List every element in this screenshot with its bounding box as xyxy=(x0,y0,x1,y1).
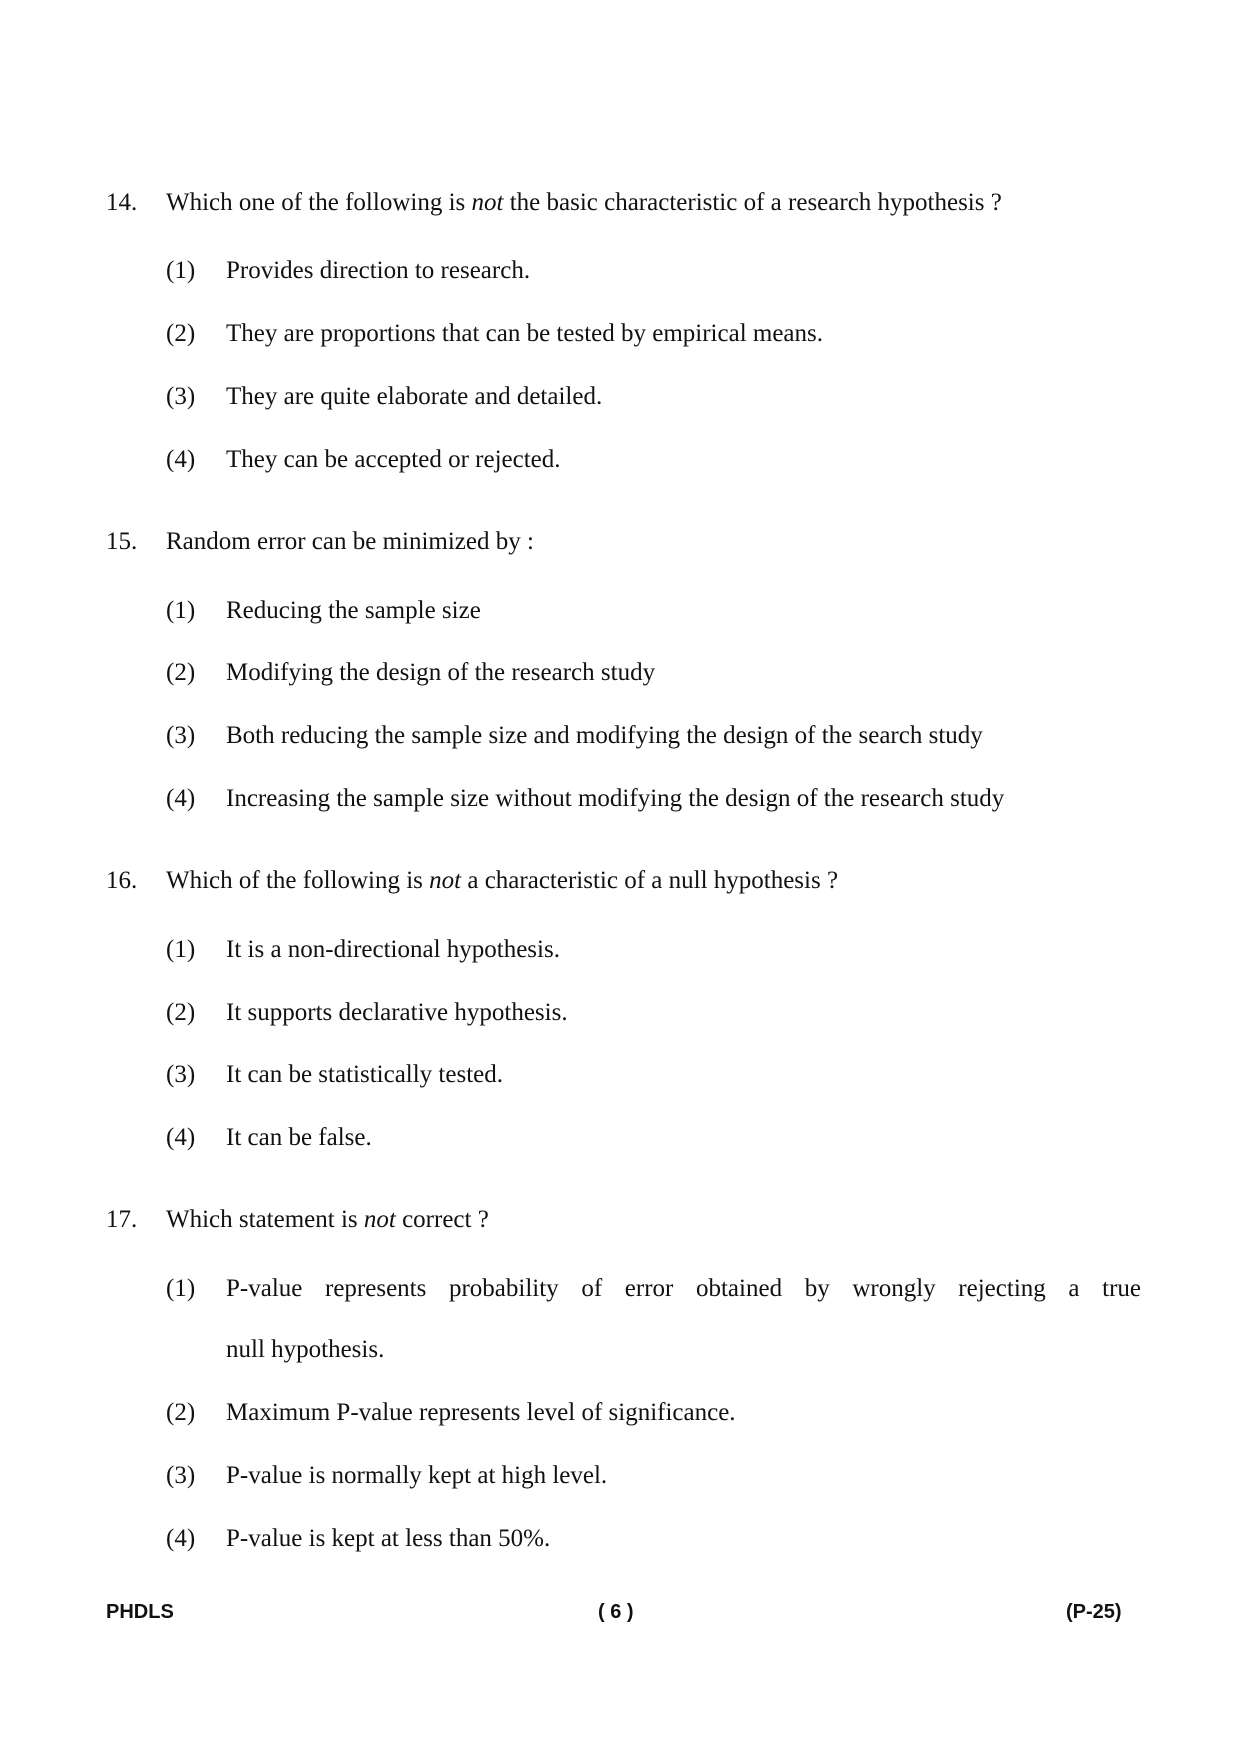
option-text: Reducing the sample size xyxy=(226,597,481,624)
option-text: It supports declarative hypothesis. xyxy=(226,999,568,1026)
option-text: It can be statistically tested. xyxy=(226,1061,503,1088)
option-number: (4) xyxy=(166,785,196,812)
option-text: P-value represents probability of error obtained by wrongly rejecting a true xyxy=(226,1275,1141,1302)
question-text: Random error can be minimized by : xyxy=(166,528,534,555)
option-number: (3) xyxy=(166,1061,196,1088)
option-number: (3) xyxy=(166,383,196,410)
option-text: They can be accepted or rejected. xyxy=(226,446,561,473)
option-number: (1) xyxy=(166,1275,196,1302)
option-text: P-value is normally kept at high level. xyxy=(226,1462,608,1489)
option-text: It can be false. xyxy=(226,1124,372,1151)
option-number: (2) xyxy=(166,1399,196,1426)
option-number: (1) xyxy=(166,257,196,284)
question-text: Which statement is not correct ? xyxy=(166,1206,489,1233)
option-number: (3) xyxy=(166,722,196,749)
question-number: 15. xyxy=(106,528,138,555)
option-text: Increasing the sample size without modifying the design of the research study xyxy=(226,785,1005,812)
option-number: (4) xyxy=(166,1525,196,1552)
question-number: 17. xyxy=(106,1206,138,1233)
option-text: P-value is kept at less than 50%. xyxy=(226,1525,551,1552)
footer-paper-code: (P-25) xyxy=(1066,1601,1122,1623)
option-text: Maximum P-value represents level of significance. xyxy=(226,1399,736,1426)
question-text: Which of the following is not a characteristic of a null hypothesis ? xyxy=(166,867,839,894)
option-text: It is a non-directional hypothesis. xyxy=(226,936,560,963)
option-text: They are proportions that can be tested by empirical means. xyxy=(226,320,824,347)
option-text: They are quite elaborate and detailed. xyxy=(226,383,603,410)
question-number: 16. xyxy=(106,867,138,894)
option-number: (1) xyxy=(166,936,196,963)
option-text: Modifying the design of the research study xyxy=(226,659,656,686)
option-number: (3) xyxy=(166,1462,196,1489)
option-number: (2) xyxy=(166,320,196,347)
question-text: Which one of the following is not the basic characteristic of a research hypothesis ? xyxy=(166,189,1002,216)
footer-page-number: ( 6 ) xyxy=(598,1601,634,1623)
option-number: (4) xyxy=(166,1124,196,1151)
option-number: (1) xyxy=(166,597,196,624)
option-number: (2) xyxy=(166,999,196,1026)
option-number: (2) xyxy=(166,659,196,686)
option-text: Both reducing the sample size and modifying the design of the search study xyxy=(226,722,983,749)
option-text-continued: null hypothesis. xyxy=(226,1336,385,1363)
option-text: Provides direction to research. xyxy=(226,257,531,284)
question-number: 14. xyxy=(106,189,138,216)
footer-course-code: PHDLS xyxy=(106,1601,174,1623)
option-number: (4) xyxy=(166,446,196,473)
